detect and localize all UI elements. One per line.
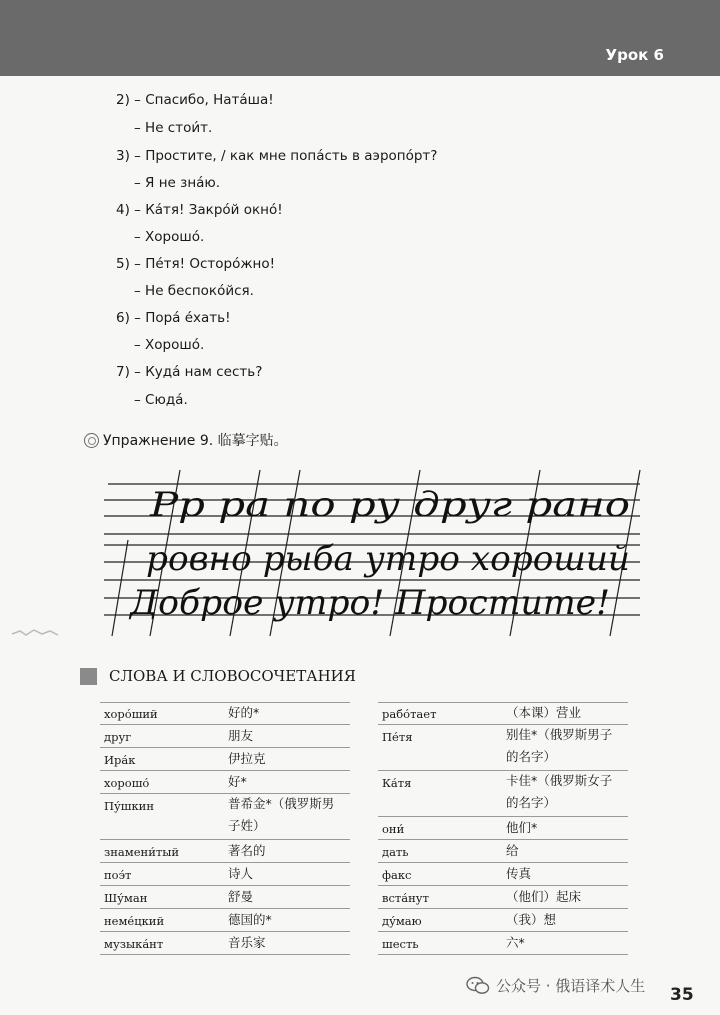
vocab-row — [100, 702, 350, 725]
copybook-line-2: ровно рыба утро хороший — [146, 539, 630, 579]
vocab-russian: они́ — [382, 822, 405, 836]
vocab-left-column — [100, 702, 350, 955]
vocab-row — [378, 725, 628, 771]
vocab-row — [378, 909, 628, 932]
vocab-chinese: 著名的 — [228, 843, 266, 858]
vocab-russian: дать — [382, 845, 409, 859]
dialogue-line: – Сюда́. — [134, 392, 188, 408]
vocab-chinese: 给 — [506, 843, 519, 858]
vocab-chinese: 别佳*（俄罗斯男子的名字） — [506, 727, 613, 764]
copybook-line-3: Доброе утро! Простите! — [127, 583, 611, 623]
vocab-right-column — [378, 702, 628, 955]
vocab-russian: ду́маю — [382, 914, 422, 928]
vocab-row — [100, 932, 350, 955]
vocab-chinese: （本课）营业 — [506, 705, 582, 720]
vocab-chinese: 他们* — [506, 820, 538, 835]
vocab-chinese: 诗人 — [228, 866, 254, 881]
vocab-row — [100, 771, 350, 794]
vocab-row — [100, 909, 350, 932]
vocab-russian: факс — [382, 868, 412, 882]
dialogue-line: 4) – Ка́тя! Закро́й окно́! — [116, 202, 283, 218]
vocab-row — [100, 794, 350, 840]
vocab-russian: вста́нут — [382, 891, 429, 905]
vocab-russian: поэ́т — [104, 868, 132, 882]
dialogue-line: – Я не зна́ю. — [134, 175, 221, 191]
vocab-row — [378, 886, 628, 909]
vocab-row — [100, 748, 350, 771]
dialogue-line: – Не беспоко́йся. — [134, 283, 254, 299]
vocab-russian: рабо́тает — [382, 707, 437, 721]
vocab-russian: шесть — [382, 937, 419, 951]
dialogue-line: 3) – Простите, / как мне попа́сть в аэропо́рт? — [116, 148, 438, 164]
vocab-chinese: （他们）起床 — [506, 889, 582, 904]
vocab-row — [378, 817, 628, 840]
vocab-heading — [80, 667, 356, 685]
vocab-chinese: 德国的* — [228, 912, 272, 927]
vocab-russian: Шу́ман — [104, 891, 148, 905]
dialogue-line: 6) – Пора́ е́хать! — [116, 310, 231, 326]
vocab-row — [100, 725, 350, 748]
dialogue-line: – Не стои́т. — [134, 120, 213, 136]
vocab-row — [378, 863, 628, 886]
dialogue-line: 5) – Пе́тя! Осторо́жно! — [116, 256, 275, 272]
vocab-row — [378, 840, 628, 863]
vocab-title: СЛОВА И СЛОВОСОЧЕТАНИЯ — [109, 667, 356, 685]
watermark — [466, 975, 645, 996]
vocab-chinese: 卡佳*（俄罗斯女子的名字） — [506, 773, 613, 810]
vocab-chinese: 传真 — [506, 866, 532, 881]
lesson-label: Урок 6 — [605, 46, 664, 64]
vocab-row — [100, 840, 350, 863]
vocab-russian: друг — [104, 730, 132, 744]
vocab-russian: Пу́шкин — [104, 799, 155, 813]
vocab-russian: музыка́нт — [104, 937, 164, 951]
vocab-russian: Ира́к — [104, 753, 136, 767]
vocab-row — [378, 702, 628, 725]
vocab-chinese: 音乐家 — [228, 935, 266, 950]
vocab-russian: хоро́ший — [104, 707, 158, 721]
copybook-line-1: Рр ра по ру друг рано — [148, 485, 630, 525]
square-bullet-icon — [80, 668, 97, 685]
vocab-russian: Ка́тя — [382, 776, 412, 790]
vocab-row — [100, 886, 350, 909]
dialogue-line: 2) – Спасибо, Ната́ша! — [116, 92, 274, 108]
wechat-icon — [466, 976, 490, 996]
scan-smudge — [10, 626, 60, 640]
watermark-text: 公众号 · 俄语译术人生 — [496, 977, 646, 995]
vocab-chinese: 六* — [506, 935, 525, 950]
vocab-row — [100, 863, 350, 886]
vocab-chinese: 好* — [228, 774, 247, 789]
vocab-chinese: 好的* — [228, 705, 260, 720]
exercise-title: Упражнение 9. 临摹字贴。 — [103, 433, 288, 449]
vocab-russian: неме́цкий — [104, 914, 165, 928]
vocab-chinese: （我）想 — [506, 912, 557, 927]
vocab-chinese: 朋友 — [228, 728, 254, 743]
vocab-chinese: 舒曼 — [228, 889, 254, 904]
vocab-row — [378, 771, 628, 817]
vocab-row — [378, 932, 628, 955]
vocab-russian: Пе́тя — [382, 730, 413, 744]
vocab-chinese: 普希金*（俄罗斯男子姓） — [228, 796, 335, 833]
vocab-russian: хорошо́ — [104, 776, 150, 790]
dialogue-line: 7) – Куда́ нам сесть? — [116, 364, 263, 380]
page-number: 35 — [670, 985, 694, 1005]
vocab-russian: знамени́тый — [104, 845, 180, 859]
dialogue-line: – Хорошо́. — [134, 229, 205, 245]
dialogue-line: – Хорошо́. — [134, 337, 205, 353]
vocab-chinese: 伊拉克 — [228, 751, 266, 766]
